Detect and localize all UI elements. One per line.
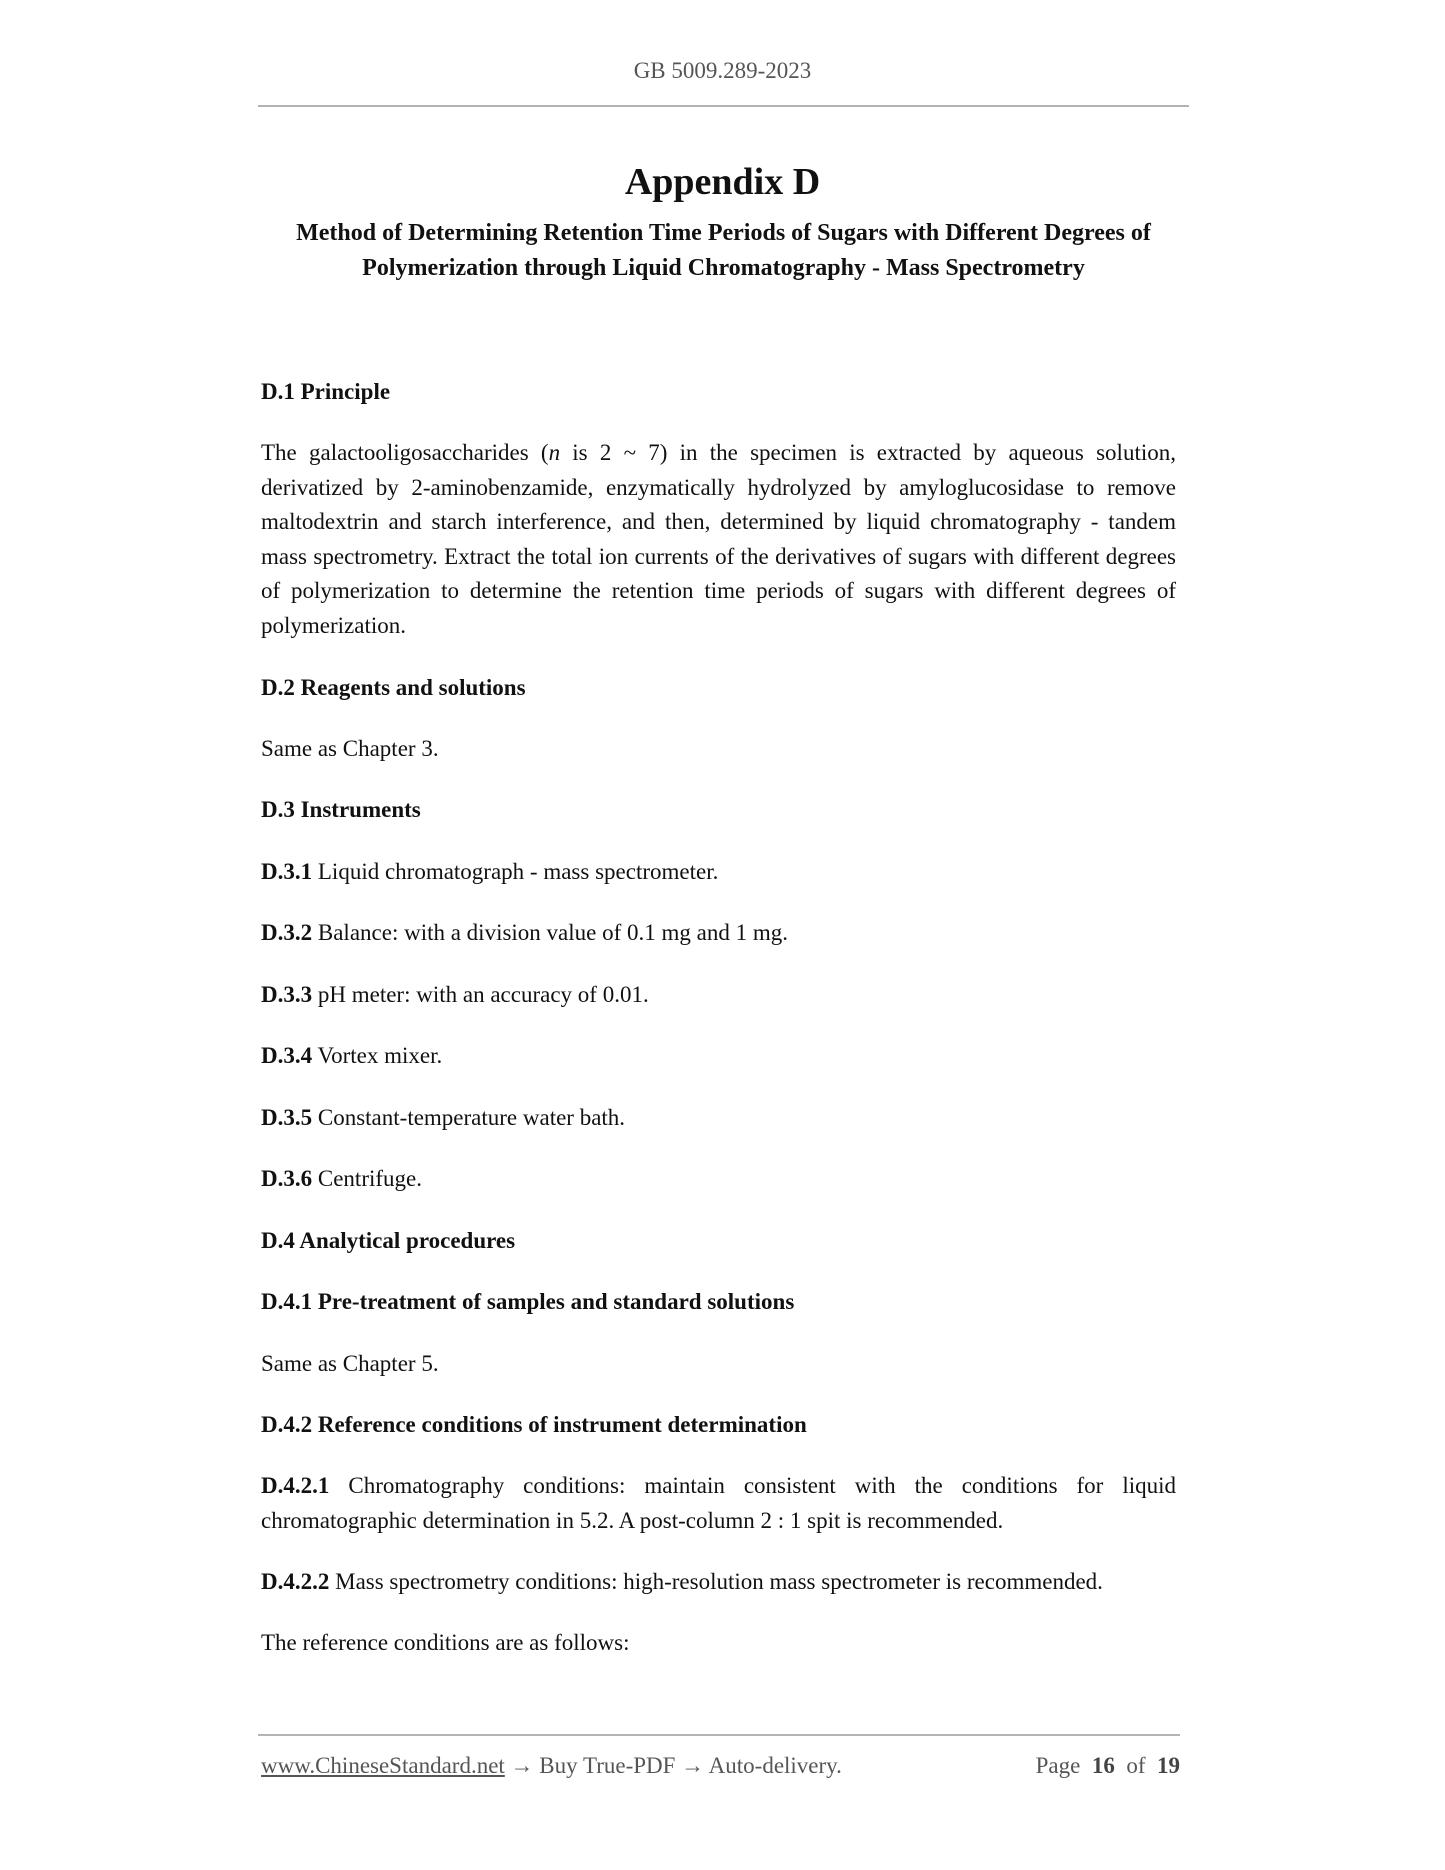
subsection-heading-d42: D.4.2 Reference conditions of instrument determination [261, 1412, 807, 1437]
instrument-item [261, 855, 1176, 890]
item-number: D.3.5 [261, 1105, 313, 1130]
chinesestandard-link[interactable]: www.ChineseStandard.net [261, 1753, 505, 1778]
appendix-title: Appendix D [624, 161, 821, 203]
footer-divider [258, 1734, 1180, 1736]
footer-text: → Buy True-PDF → Auto-delivery. [504, 1753, 842, 1778]
paragraph: The reference conditions are as follows: [261, 1630, 630, 1655]
subsection-heading-d41: D.4.1 Pre-treatment of samples and standard solutions [261, 1289, 795, 1314]
item-number: D.3.1 [261, 859, 313, 884]
item-text: pH meter: with an accuracy of 0.01. [312, 982, 649, 1007]
principle-paragraph [261, 436, 1176, 644]
item-text: Balance: with a division value of 0.1 mg and 1 mg. [312, 920, 789, 945]
section-heading-d1: D.1 Principle [261, 379, 391, 404]
item-text: Centrifuge. [312, 1166, 422, 1191]
running-header: GB 5009.289-2023 [633, 58, 812, 83]
page-indicator [1036, 1753, 1180, 1779]
instrument-item [261, 1162, 1176, 1197]
appendix-subtitle [258, 216, 1189, 286]
clause-d422 [261, 1565, 1176, 1600]
item-number: D.4.2.2 [261, 1569, 330, 1594]
item-number: D.3.4 [261, 1043, 313, 1068]
text: The galactooligosaccharides ( [261, 440, 549, 465]
item-text: Liquid chromatograph - mass spectrometer. [312, 859, 719, 884]
page-total: 19 [1157, 1753, 1180, 1778]
of-label: of [1126, 1753, 1146, 1778]
section-heading-d2: D.2 Reagents and solutions [261, 675, 526, 700]
text: is 2 ~ 7) in the specimen is extracted by aqueous solution, derivatized by 2-aminobenzamide, enzymatically hydrolyzed by amyloglucosidase to remove maltodextrin and starch interference, and then, determined by liquid chromatography - tandem mass spectrometry. Extract the total ion currents of the derivatives of sugars with different degrees of polymerization to determine the retention time periods of sugars with different degrees of polymerization. [261, 440, 1176, 638]
instrument-item [261, 916, 1176, 951]
item-text: Vortex mixer. [312, 1043, 443, 1068]
item-number: D.4.2.1 [261, 1473, 330, 1498]
subtitle-line: Polymerization through Liquid Chromatography - Mass Spectrometry [362, 255, 1085, 281]
item-text: Mass spectrometry conditions: high-resolution mass spectrometer is recommended. [329, 1569, 1103, 1594]
item-number: D.3.2 [261, 920, 313, 945]
section-heading-d3: D.3 Instruments [261, 797, 421, 822]
instrument-item [261, 1101, 1176, 1136]
item-number: D.3.3 [261, 982, 313, 1007]
header-divider [258, 105, 1189, 107]
instrument-item [261, 1039, 1176, 1074]
page-footer [261, 1753, 1180, 1779]
subtitle-line: Method of Determining Retention Time Periods of Sugars with Different Degrees of [296, 220, 1151, 246]
instrument-item [261, 978, 1176, 1013]
item-number: D.3.6 [261, 1166, 313, 1191]
section-heading-d4: D.4 Analytical procedures [261, 1228, 516, 1253]
page-label: Page [1035, 1753, 1081, 1778]
clause-d421 [261, 1469, 1176, 1538]
item-text: Chromatography conditions: maintain consistent with the conditions for liquid chromatographic determination in 5.2. A post-column 2 : 1 spit is recommended. [261, 1473, 1176, 1533]
italic-n: n [548, 440, 561, 465]
page-number: 16 [1091, 1753, 1115, 1778]
paragraph: Same as Chapter 3. [261, 736, 439, 761]
item-text: Constant-temperature water bath. [312, 1105, 626, 1130]
paragraph: Same as Chapter 5. [261, 1351, 439, 1376]
